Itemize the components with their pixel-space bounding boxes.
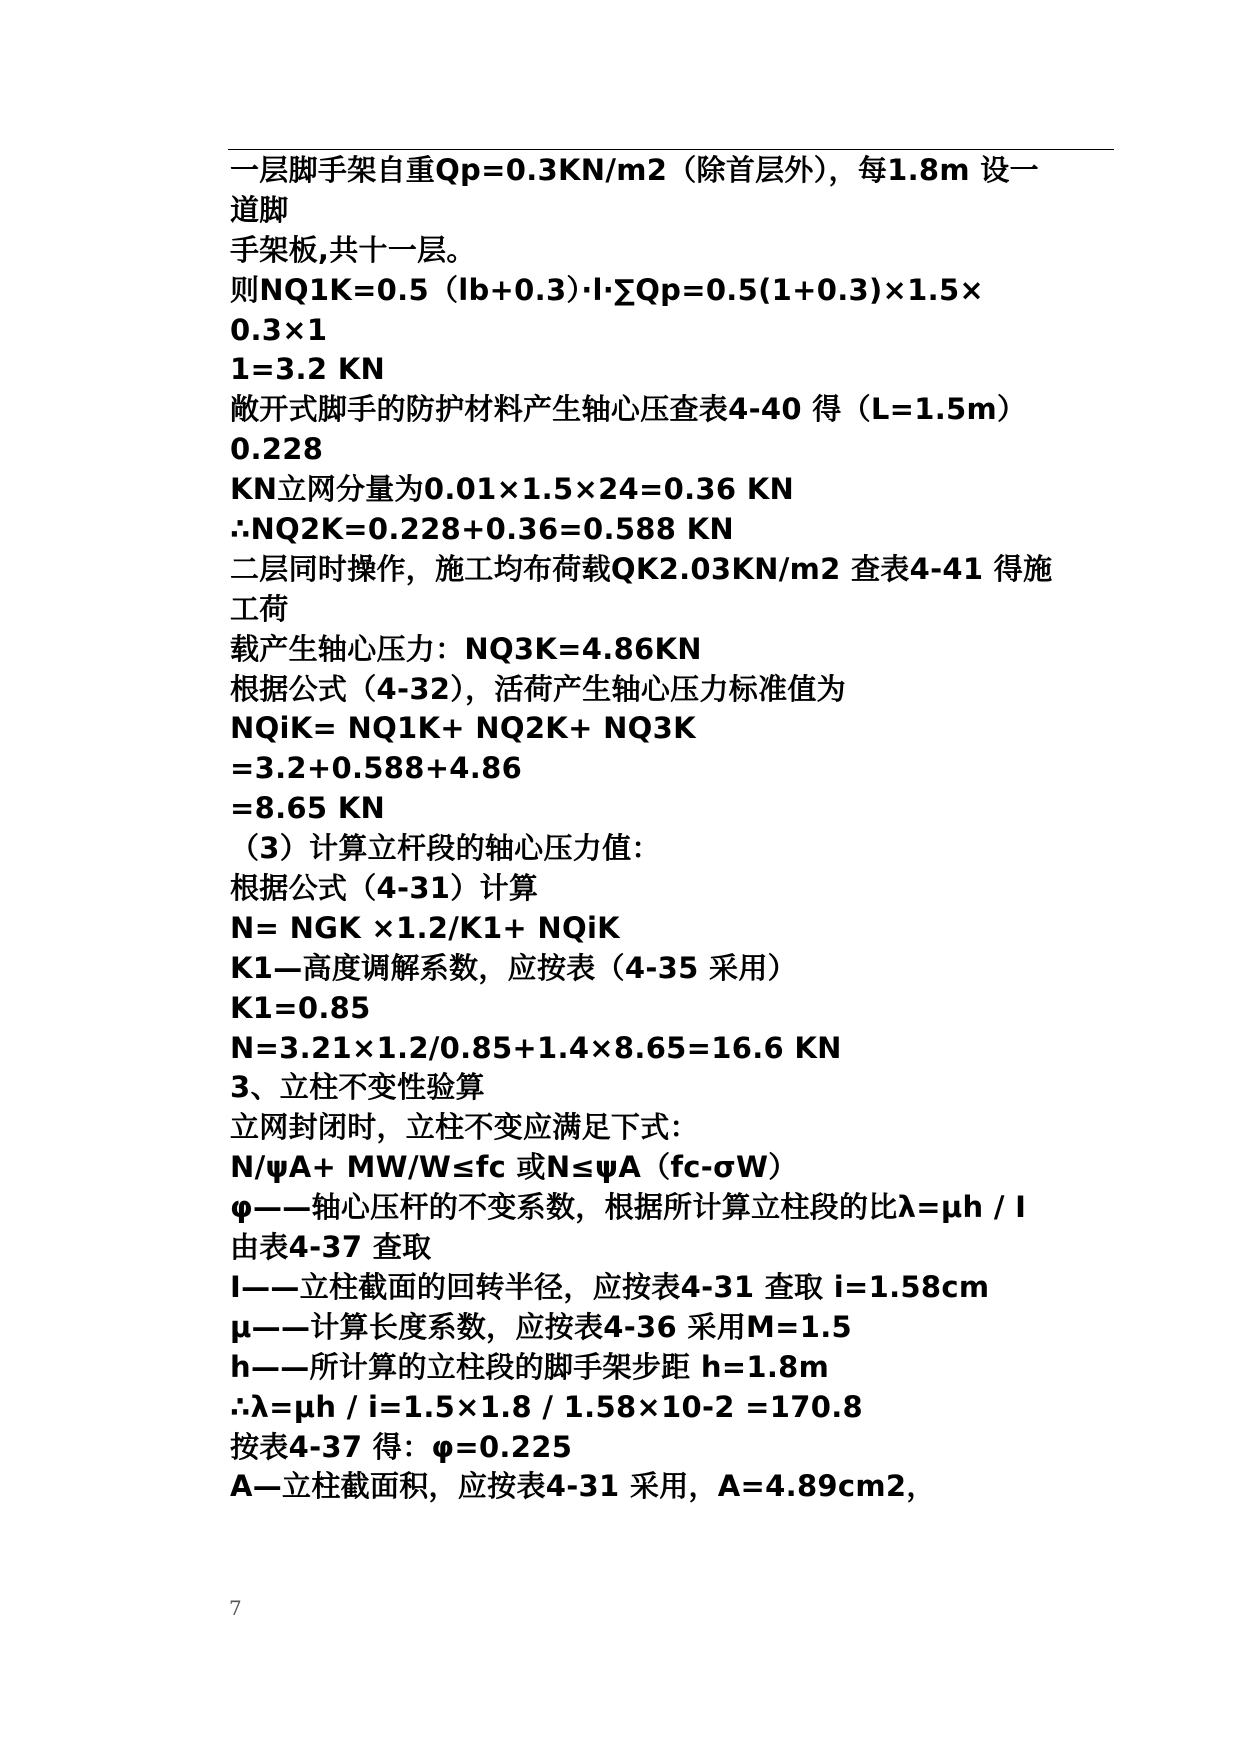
text-line: φ——轴心压杆的不变系数，根据所计算立柱段的比λ=μh / I: [230, 1190, 1027, 1225]
text-line: 由表4-37 查取: [230, 1230, 432, 1265]
text-line: K1=0.85: [230, 990, 371, 1025]
text-line: NQiK= NQ1K+ NQ2K+ NQ3K: [230, 711, 696, 746]
text-line: ∴λ=μh / i=1.5×1.8 / 1.58×10-2 =170.8: [230, 1389, 864, 1424]
text-line: μ——计算长度系数，应按表4-36 采用M=1.5: [230, 1309, 853, 1344]
text-line: 0.3×1: [230, 312, 328, 347]
text-line: 3、立柱不变性验算: [230, 1070, 485, 1105]
text-line: 手架板,共十一层。: [230, 232, 476, 267]
text-line: 一层脚手架自重Qp=0.3KN/m2（除首层外），每1.8m 设一: [230, 153, 1039, 187]
top-divider: [228, 149, 1114, 150]
text-line: =8.65 KN: [230, 791, 386, 826]
text-line: I——立柱截面的回转半径，应按表4-31 查取 i=1.58cm: [230, 1269, 990, 1304]
text-line: 道脚: [230, 192, 289, 227]
text-line: 则NQ1K=0.5（lb+0.3）·l·∑Qp=0.5(1+0.3)×1.5×: [230, 272, 985, 307]
text-line: 1=3.2 KN: [230, 352, 386, 387]
text-line: N=3.21×1.2/0.85+1.4×8.65=16.6 KN: [230, 1030, 842, 1065]
text-line: A—立柱截面积，应按表4-31 采用，A=4.89cm2，: [230, 1469, 936, 1504]
body-text: [230, 151, 1130, 1507]
text-line: 立网封闭时，立柱不变应满足下式：: [230, 1110, 699, 1145]
text-line: h——所计算的立柱段的脚手架步距 h=1.8m: [230, 1349, 830, 1384]
text-line: 0.228: [230, 432, 324, 467]
text-line: 敞开式脚手的防护材料产生轴心压查表4-40 得（L=1.5m）: [230, 392, 1027, 427]
text-line: =3.2+0.588+4.86: [230, 751, 523, 786]
text-line: KN立网分量为0.01×1.5×24=0.36 KN: [230, 472, 795, 507]
text-line: K1—高度调解系数，应按表（4-35 采用）: [230, 950, 797, 985]
text-line: 二层同时操作，施工均布荷载QK2.03KN/m2 查表4-41 得施: [230, 551, 1053, 586]
text-line: 载产生轴心压力：NQ3K=4.86KN: [230, 631, 702, 666]
text-line: 按表4-37 得：φ=0.225: [230, 1429, 573, 1464]
text-line: 工荷: [230, 591, 289, 626]
page-number: 7: [229, 1596, 242, 1620]
text-line: ∴NQ2K=0.228+0.36=0.588 KN: [230, 512, 734, 547]
text-line: （3）计算立杆段的轴心压力值：: [230, 831, 661, 866]
text-line: 根据公式（4-31）计算: [230, 871, 539, 906]
text-line: N= NGK ×1.2/K1+ NQiK: [230, 910, 620, 945]
text-line: N/ψA+ MW/W≤fc 或N≤ψA（fc-σW）: [230, 1150, 798, 1185]
text-line: 根据公式（4-32），活荷产生轴心压力标准值为: [230, 671, 846, 706]
